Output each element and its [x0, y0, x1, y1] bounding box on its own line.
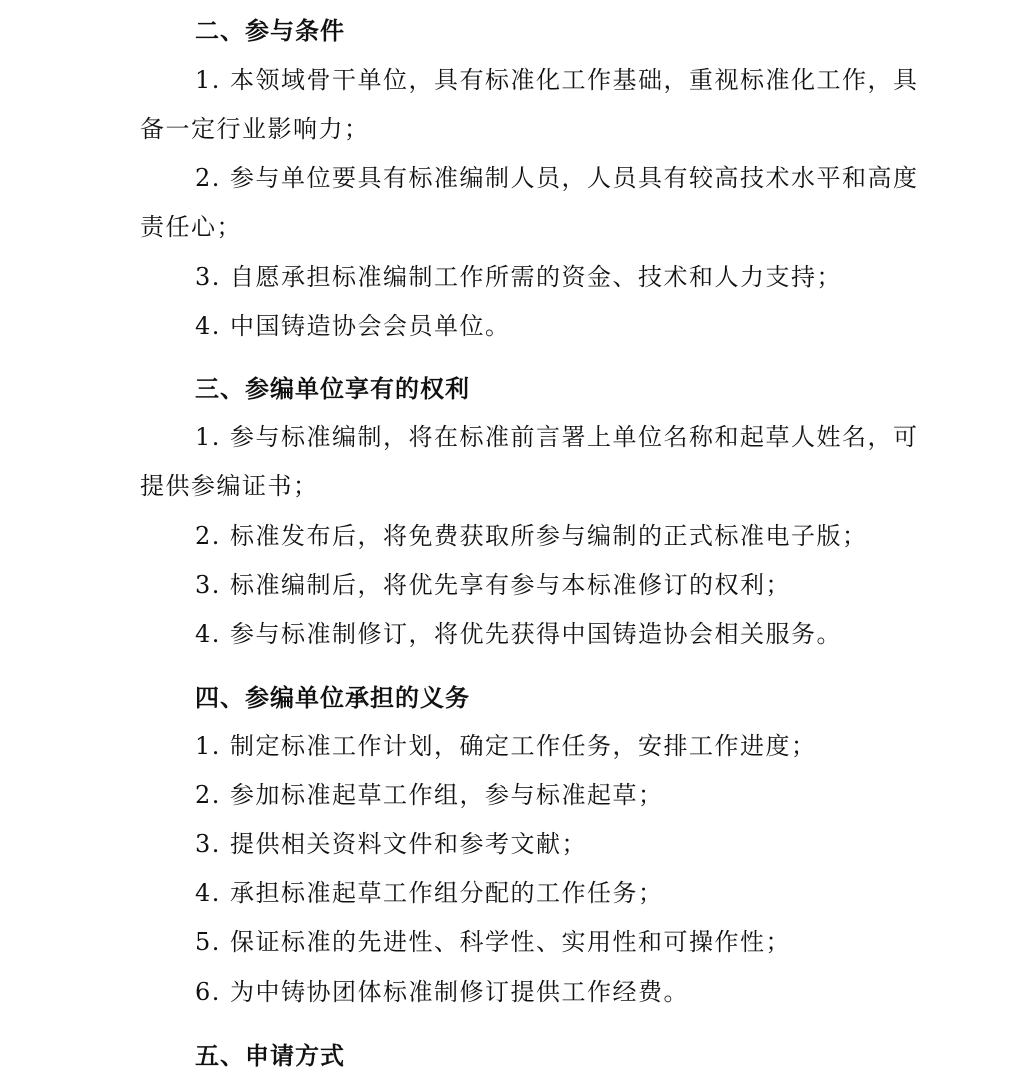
list-item: 3. 自愿承担标准编制工作所需的资金、技术和人力支持；: [195, 263, 843, 291]
list-item: 2. 参加标准起草工作组，参与标准起草；: [195, 781, 664, 809]
section-heading-obligations: 四、参编单位承担的义务: [195, 684, 470, 712]
section-heading-application-method: 五、申请方式: [195, 1042, 345, 1070]
list-item: 6. 为中铸协团体标准制修订提供工作经费。: [195, 978, 690, 1006]
list-item: 3. 提供相关资料文件和参考文献；: [195, 830, 588, 858]
list-item: 3. 标准编制后，将优先享有参与本标准修订的权利；: [195, 571, 792, 599]
list-item: 5. 保证标准的先进性、科学性、实用性和可操作性；: [195, 928, 792, 956]
list-item: 1. 参与标准编制，将在标准前言署上单位名称和起草人姓名，可提供参编证书；: [140, 423, 919, 500]
list-item: 4. 承担标准起草工作组分配的工作任务；: [195, 879, 664, 907]
list-item: 4. 参与标准制修订，将优先获得中国铸造协会相关服务。: [195, 620, 843, 648]
list-item: 2. 参与单位要具有标准编制人员，人员具有较高技术水平和高度责任心；: [140, 164, 919, 241]
list-item: 2. 标准发布后，将免费获取所参与编制的正式标准电子版；: [195, 522, 868, 550]
section-heading-rights: 三、参编单位享有的权利: [195, 375, 470, 403]
list-item: 1. 本领域骨干单位，具有标准化工作基础，重视标准化工作，具备一定行业影响力；: [140, 66, 919, 143]
section-heading-participation-conditions: 二、参与条件: [195, 17, 345, 45]
list-item: 4. 中国铸造协会会员单位。: [195, 312, 511, 340]
list-item: 1. 制定标准工作计划，确定工作任务，安排工作进度；: [195, 732, 817, 760]
